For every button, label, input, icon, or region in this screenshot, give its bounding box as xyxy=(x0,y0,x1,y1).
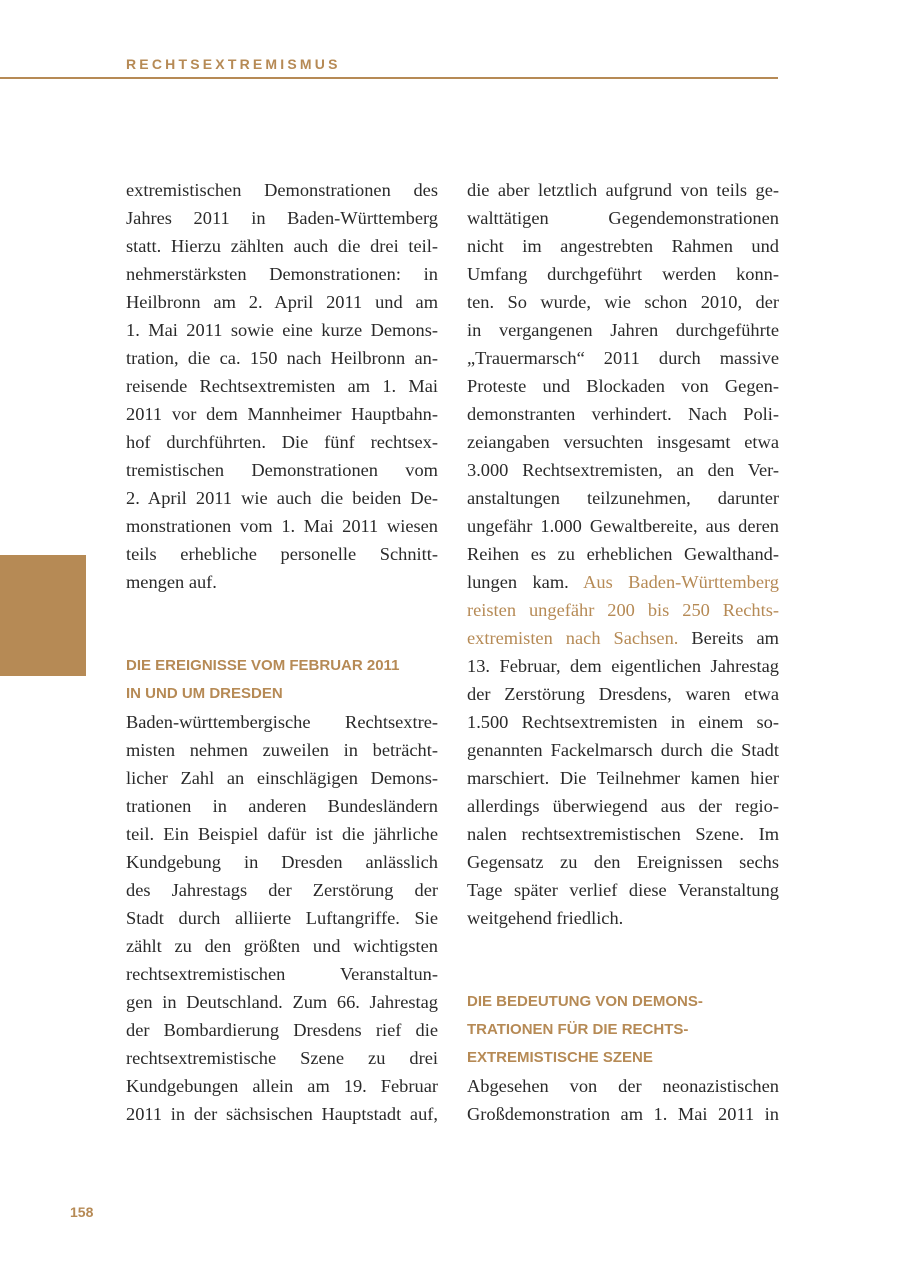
right-paragraph-1 xyxy=(467,176,779,932)
text-line: nicht im angestrebten Rahmen und xyxy=(467,236,779,256)
text-line: Gegensatz zu den Ereignissen sechs xyxy=(467,852,779,872)
text-line: tremistischen Demonstrationen vom xyxy=(126,460,438,480)
text-line: Jahres 2011 in Baden-Württemberg xyxy=(126,208,438,228)
text-line: demonstranten verhindert. Nach Poli- xyxy=(467,404,779,424)
section-gap xyxy=(126,596,438,652)
highlight-text: reisten ungefähr 200 bis 250 Rechts- xyxy=(467,600,779,620)
text-line: trationen in anderen Bundesländern xyxy=(126,796,438,816)
text-line: marschiert. Die Teilnehmer kamen hier xyxy=(467,768,779,788)
text-line: weitgehend friedlich. xyxy=(467,908,624,928)
left-paragraph-2 xyxy=(126,708,438,1128)
section-marker-block xyxy=(0,555,86,676)
text-line: Stadt durch alliierte Luftangriffe. Sie xyxy=(126,908,438,928)
text-line: allerdings überwiegend aus der regio- xyxy=(467,796,779,816)
text-line: misten nehmen zuweilen in beträcht- xyxy=(126,740,438,760)
heading-line: IN UND UM DRESDEN xyxy=(126,685,283,702)
text-line: 2011 vor dem Mannheimer Hauptbahn- xyxy=(126,404,438,424)
text-line: Proteste und Blockaden von Gegen- xyxy=(467,376,779,396)
right-section-heading xyxy=(467,988,779,1072)
text-line: teil. Ein Beispiel dafür ist die jährliche xyxy=(126,824,438,844)
text-line: anstaltungen teilzunehmen, darunter xyxy=(467,488,779,508)
heading-line: DIE BEDEUTUNG VON DEMONS- xyxy=(467,993,703,1010)
text-line: extremistischen Demonstrationen des xyxy=(126,180,438,200)
text-line: ungefähr 1.000 Gewaltbereite, aus deren xyxy=(467,516,779,536)
right-column xyxy=(467,176,779,1128)
text-segment: lungen kam. xyxy=(467,572,569,592)
text-line xyxy=(467,568,779,596)
text-line: 1. Mai 2011 sowie eine kurze Demons- xyxy=(126,320,438,340)
text-line: rechtsextremistischen Veranstaltun- xyxy=(126,964,438,984)
text-line: „Trauermarsch“ 2011 durch massive xyxy=(467,348,779,368)
text-line: Kundgebungen allein am 19. Februar xyxy=(126,1076,438,1096)
heading-line: DIE EREIGNISSE VOM FEBRUAR 2011 xyxy=(126,657,400,674)
highlight-text: Aus Baden-Württemberg xyxy=(583,572,779,592)
left-section-heading xyxy=(126,652,438,708)
text-line: nehmerstärksten Demonstrationen: in xyxy=(126,264,438,284)
left-paragraph-1 xyxy=(126,176,438,596)
text-line: 2011 in der sächsischen Hauptstadt auf, xyxy=(126,1104,438,1124)
text-line: in vergangenen Jahren durchgeführte xyxy=(467,320,779,340)
text-line: Umfang durchgeführt werden konn- xyxy=(467,264,779,284)
text-line: genannten Fackelmarsch durch die Stadt xyxy=(467,740,779,760)
text-line: licher Zahl an einschlägigen Demons- xyxy=(126,768,438,788)
text-line: monstrationen vom 1. Mai 2011 wiesen xyxy=(126,516,438,536)
left-column xyxy=(126,176,438,1128)
text-line: der Zerstörung Dresdens, waren etwa xyxy=(467,684,779,704)
text-line: zählt zu den größten und wichtigsten xyxy=(126,936,438,956)
text-line: Abgesehen von der neonazistischen xyxy=(467,1076,779,1096)
text-line: Reihen es zu erheblichen Gewalthand- xyxy=(467,544,779,564)
text-line: hof durchführten. Die fünf rechtsex- xyxy=(126,432,438,452)
text-line: 13. Februar, dem eigentlichen Jahrestag xyxy=(467,656,779,676)
text-line: die aber letztlich aufgrund von teils ge- xyxy=(467,180,779,200)
text-line: teils erhebliche personelle Schnitt- xyxy=(126,544,438,564)
highlight-text: extremisten nach Sachsen. xyxy=(467,628,679,648)
heading-line: EXTREMISTISCHE SZENE xyxy=(467,1049,653,1066)
text-line xyxy=(467,624,779,652)
text-line: der Bombardierung Dresdens rief die xyxy=(126,1020,438,1040)
text-line: Tage später verlief diese Veranstaltung xyxy=(467,880,779,900)
section-gap xyxy=(467,932,779,988)
page-number: 158 xyxy=(70,1204,94,1220)
text-line: Baden-württembergische Rechtsextre- xyxy=(126,712,438,732)
header-rule xyxy=(0,77,778,79)
text-segment: Bereits am xyxy=(691,628,779,648)
text-line: des Jahrestags der Zerstörung der xyxy=(126,880,438,900)
text-line: rechtsextremistische Szene zu drei xyxy=(126,1048,438,1068)
right-paragraph-2 xyxy=(467,1072,779,1128)
text-line: tration, die ca. 150 nach Heilbronn an- xyxy=(126,348,438,368)
text-line: nalen rechtsextremistischen Szene. Im xyxy=(467,824,779,844)
heading-line: TRATIONEN FÜR DIE RECHTS- xyxy=(467,1021,689,1038)
text-line: 1.500 Rechtsextremisten in einem so- xyxy=(467,712,779,732)
running-header: RECHTSEXTREMISMUS xyxy=(126,56,341,72)
text-line: Kundgebung in Dresden anlässlich xyxy=(126,852,438,872)
text-line: ten. So wurde, wie schon 2010, der xyxy=(467,292,779,312)
text-line: statt. Hierzu zählten auch die drei teil- xyxy=(126,236,438,256)
text-line: zeiangaben versuchten insgesamt etwa xyxy=(467,432,779,452)
text-line: mengen auf. xyxy=(126,572,217,592)
text-line: reisende Rechtsextremisten am 1. Mai xyxy=(126,376,438,396)
text-line: gen in Deutschland. Zum 66. Jahrestag xyxy=(126,992,438,1012)
text-line: 3.000 Rechtsextremisten, an den Ver- xyxy=(467,460,779,480)
text-line: Großdemonstration am 1. Mai 2011 in xyxy=(467,1104,779,1124)
text-line: 2. April 2011 wie auch die beiden De- xyxy=(126,488,438,508)
text-line: walttätigen Gegendemonstrationen xyxy=(467,208,779,228)
text-line: Heilbronn am 2. April 2011 und am xyxy=(126,292,438,312)
